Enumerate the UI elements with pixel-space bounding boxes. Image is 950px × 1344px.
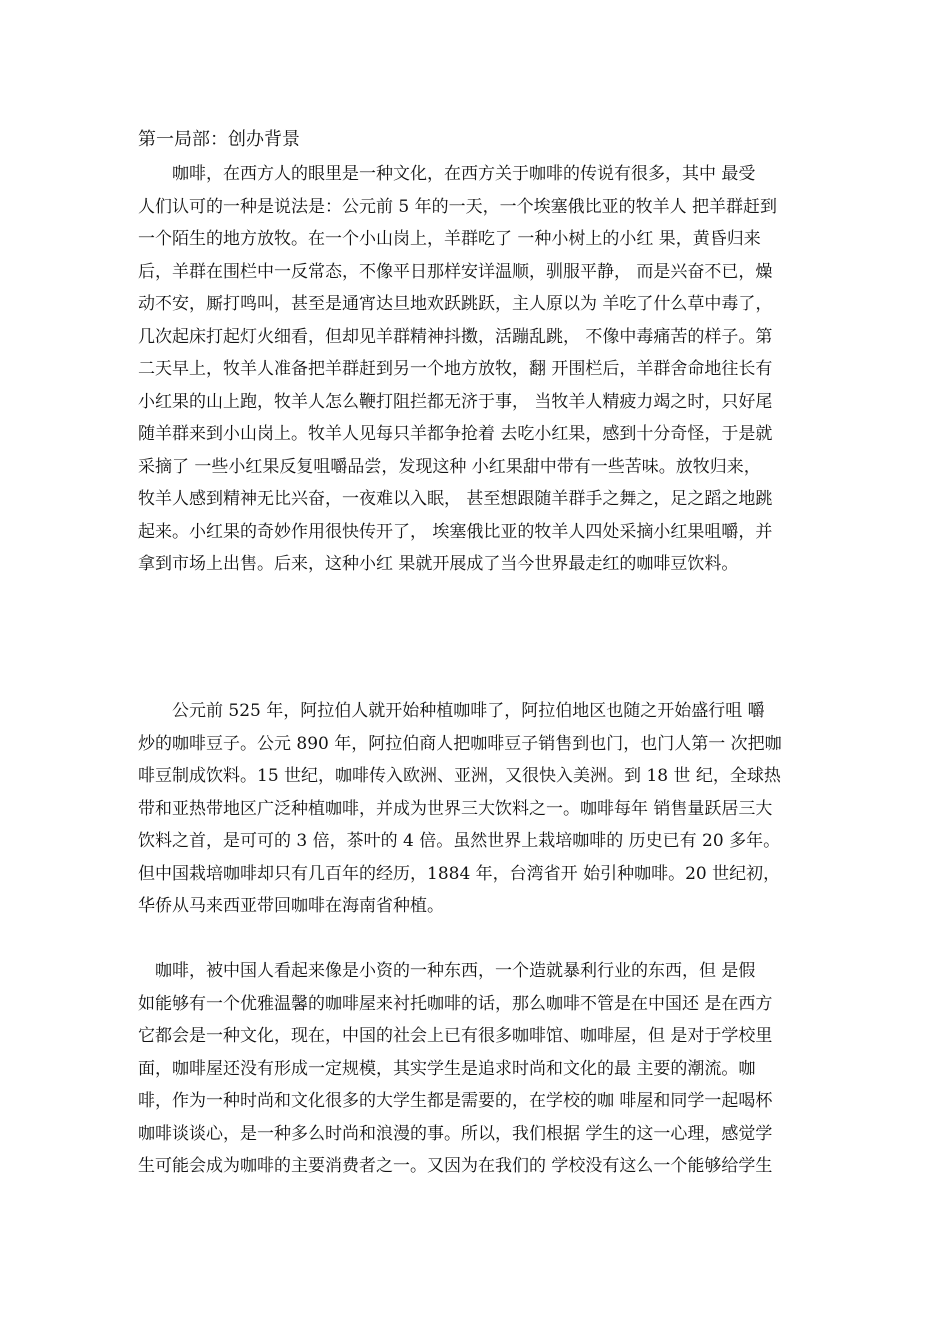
paragraph-line: 拿到市场上出售。后来，这种小红 果就开展成了当今世界最走红的咖啡豆饮料。 [138,554,739,574]
paragraph-line: 咖啡谈谈心，是一种多么时尚和浪漫的事。所以，我们根据 学生的这一心理，感觉学 [138,1123,773,1144]
paragraph-line: 华侨从马来西亚带回咖啡在海南省种植。 [138,896,444,916]
paragraph-line: 啡豆制成饮料。15 世纪，咖啡传入欧洲、亚洲，又很快入美洲。到 18 世 纪，全球热 [138,766,781,786]
paragraph-line: 二天早上，牧羊人准备把羊群赶到另一个地方放牧，翻 开围栏后，羊群舍命地往长有 [138,359,773,379]
paragraph-line: 咖啡，在西方人的眼里是一种文化，在西方关于咖啡的传说有很多，其中 最受 [138,164,756,184]
paragraph-line: 如能够有一个优雅温馨的咖啡屋来衬托咖啡的话，那么咖啡不管是在中国还 是在西方 [138,993,773,1014]
paragraph-line: 起来。小红果的奇妙作用很快传开了， 埃塞俄比亚的牧羊人四处采摘小红果咀嚼，并 [138,521,773,542]
paragraph-line: 采摘了 一些小红果反复咀嚼品尝，发现这种 小红果甜中带有一些苦味。放牧归来， [138,456,761,477]
paragraph-line: 咖啡，被中国人看起来像是小资的一种东西，一个造就暴利行业的东西，但 是假 [138,961,756,981]
paragraph-line: 随羊群来到小山岗上。牧羊人见每只羊都争抢着 去吃小红果，感到十分奇怪，于是就 [138,424,773,444]
paragraph-line: 但中国栽培咖啡却只有几百年的经历，1884 年，台湾省开 始引种咖啡。20 世纪初， [138,863,781,884]
section-heading: 第一局部：创办背景 [138,129,300,150]
paragraph-line: 带和亚热带地区广泛种植咖啡，并成为世界三大饮料之一。咖啡每年 销售量跃居三大 [138,798,773,819]
paragraph-line: 公元前 525 年，阿拉伯人就开始种植咖啡了，阿拉伯地区也随之开始盛行咀 嚼 [138,701,765,721]
paragraph-line: 动不安，厮打鸣叫，甚至是通宵达旦地欢跃跳跃，主人原以为 羊吃了什么草中毒了， [138,294,773,314]
paragraph-line: 人们认可的一种是说法是：公元前 5 年的一天，一个埃塞俄比亚的牧羊人 把羊群赶到 [138,196,778,217]
paragraph-line: 牧羊人感到精神无比兴奋，一夜难以入眠， 甚至想跟随羊群手之舞之，足之蹈之地跳 [138,489,773,509]
paragraph-line: 后，羊群在围栏中一反常态，不像平日那样安详温顺，驯服平静， 而是兴奋不已，燥 [138,261,773,282]
paragraph-line: 饮料之首，是可可的 3 倍，茶叶的 4 倍。虽然世界上栽培咖啡的 历史已有 20 多年。 [138,831,781,851]
paragraph-line: 它都会是一种文化，现在，中国的社会上已有很多咖啡馆、咖啡屋，但 是对于学校里 [138,1026,773,1046]
paragraph-line: 小红果的山上跑，牧羊人怎么鞭打阻拦都无济于事， 当牧羊人精疲力竭之时，只好尾 [138,391,773,412]
paragraph-line: 啡，作为一种时尚和文化很多的大学生都是需要的，在学校的咖 啡屋和同学一起喝杯 [138,1091,773,1111]
paragraph-line: 炒的咖啡豆子。公元 890 年，阿拉伯商人把咖啡豆子销售到也门，也门人第一 次把咖 [138,733,782,754]
paragraph-line: 面，咖啡屋还没有形成一定规模，其实学生是追求时尚和文化的最 主要的潮流。咖 [138,1058,756,1079]
paragraph-line: 几次起床打起灯火细看，但却见羊群精神抖擞，活蹦乱跳， 不像中毒痛苦的样子。第 [138,326,773,347]
paragraph-line: 一个陌生的地方放牧。在一个小山岗上，羊群吃了 一种小树上的小红 果，黄昏归来 [138,229,761,249]
paragraph-line: 生可能会成为咖啡的主要消费者之一。又因为在我们的 学校没有这么一个能够给学生 [138,1156,773,1176]
